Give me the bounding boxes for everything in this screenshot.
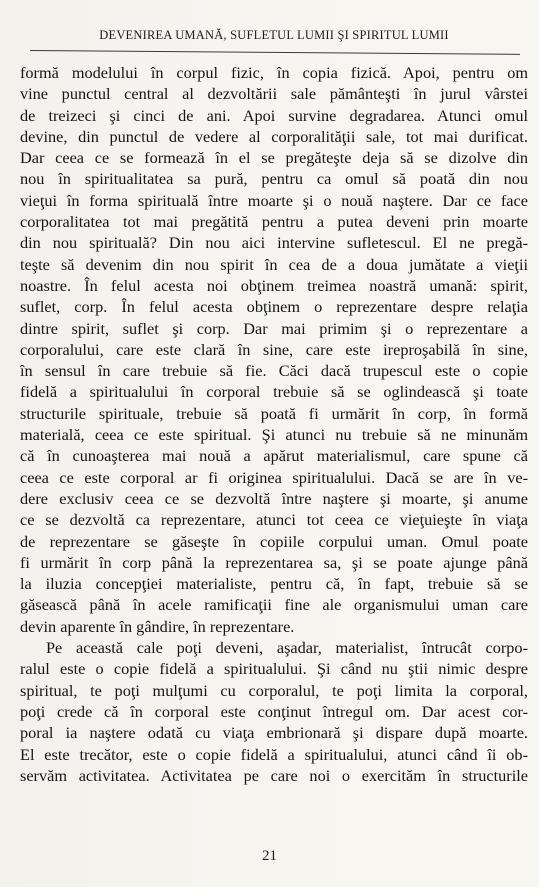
- header-rule: [30, 50, 520, 55]
- text-line: teşte să devenim din nou spirit în cea de a doua jumătate a vieţii: [20, 254, 528, 274]
- text-line: la iluzia concepţiei materialiste, pentru că, în fapt, trebuie să se: [20, 574, 528, 594]
- running-header: DEVENIREA UMANĂ, SUFLETUL LUMII ŞI SPIRITUL LUMII: [99, 28, 449, 42]
- text-line: suflet, corp. În felul acesta obţinem o reprezentare despre relaţia: [20, 297, 528, 317]
- text-line: spiritual, te poţi mulţumi cu corporalul, te poţi limita la corporal,: [20, 680, 528, 700]
- text-line: materială, ceea ce este spiritual. Şi atunci nu trebuie să ne minunăm: [20, 425, 528, 445]
- text-line: că în cunoaşterea mai nouă a apărut materialismul, care spune că: [20, 446, 528, 466]
- text-line: devine, din punctul de vedere al corporalităţii sale, tot mai durificat.: [20, 126, 528, 146]
- body-text: [20, 62, 528, 786]
- text-line: ce se dezvoltă ca reprezentare, atunci tot ceea ce vieţuieşte în viaţa: [20, 510, 528, 530]
- text-line: El este trecător, este o copie fidelă a spiritualului, atunci când îi ob-: [20, 744, 528, 764]
- text-line: poral ia naştere odată cu viaţa embrionară şi dispare după moarte.: [20, 723, 528, 743]
- text-line: vieţui în forma spirituală între moarte şi o nouă naştere. Dar ce face: [20, 190, 528, 210]
- text-line: de treizeci şi cinci de ani. Apoi survine degradarea. Atunci omul: [20, 105, 528, 125]
- text-line: fi urmărit în corp până la reprezentarea sa, şi se poate ajunge până: [20, 552, 528, 572]
- text-line: fidelă a spiritualului în corporal trebuie să se oglindească şi toate: [20, 382, 528, 402]
- text-line: de reprezentare se găseşte în copiile corpului uman. Omul poate: [20, 531, 528, 551]
- text-line: găsească până în acele ramificaţii fine ale organismului uman care: [20, 595, 528, 615]
- text-line: corporalitatea tot mai pregătită pentru a putea deveni prin moarte: [20, 212, 528, 232]
- text-line: din nou spirituală? Din nou aici intervine sufletescul. El ne pregă-: [20, 233, 528, 253]
- text-line: noastre. În felul acesta noi obţinem treimea noastră umană: spirit,: [20, 275, 528, 295]
- paragraph-2: [20, 637, 528, 786]
- text-line: Dar ceea ce se formează în el se pregăteşte deja să se dizolve din: [20, 148, 528, 168]
- text-line: vine punctul central al dezvoltării sale pământeşti în jurul vârstei: [20, 84, 528, 104]
- text-line: formă modelului în corpul fizic, în copia fizică. Apoi, pentru om: [20, 63, 528, 82]
- paragraph-1: [20, 62, 528, 637]
- text-line: devin aparente în gândire, în reprezentare.: [20, 616, 295, 636]
- text-line: structurile spirituale, trebuie să poată fi urmărit în corp, în formă: [20, 403, 528, 423]
- text-line: poţi crede că în corporal este conţinut întregul om. Dar acest cor-: [20, 701, 528, 721]
- text-line: dintre spirit, suflet şi corp. Dar mai primim şi o reprezentare a: [20, 318, 528, 338]
- page-number: 21: [262, 848, 277, 864]
- text-line: nou în spiritualitatea sa pură, pentru ca omul să poată din nou: [20, 169, 528, 189]
- text-line: dere exclusiv ceea ce se dezvoltă între naştere şi moarte, şi anume: [20, 488, 528, 508]
- text-line: în sensul în care trebuie să fie. Căci dacă trupescul este o copie: [20, 361, 528, 381]
- text-line: ceea ce este corporal ar fi originea spiritualului. Dacă se are în ve-: [20, 467, 528, 487]
- text-line: ralul este o copie fidelă a spiritualului. Şi când nu ştii nimic despre: [20, 659, 528, 679]
- text-line: servăm activitatea. Activitatea pe care noi o exercităm în structurile: [20, 765, 528, 785]
- text-line: Pe această cale poţi deveni, aşadar, materialist, întrucât corpo-: [46, 638, 528, 658]
- text-line: corporalului, care este clară în sine, care este ireproşabilă în sine,: [20, 339, 528, 359]
